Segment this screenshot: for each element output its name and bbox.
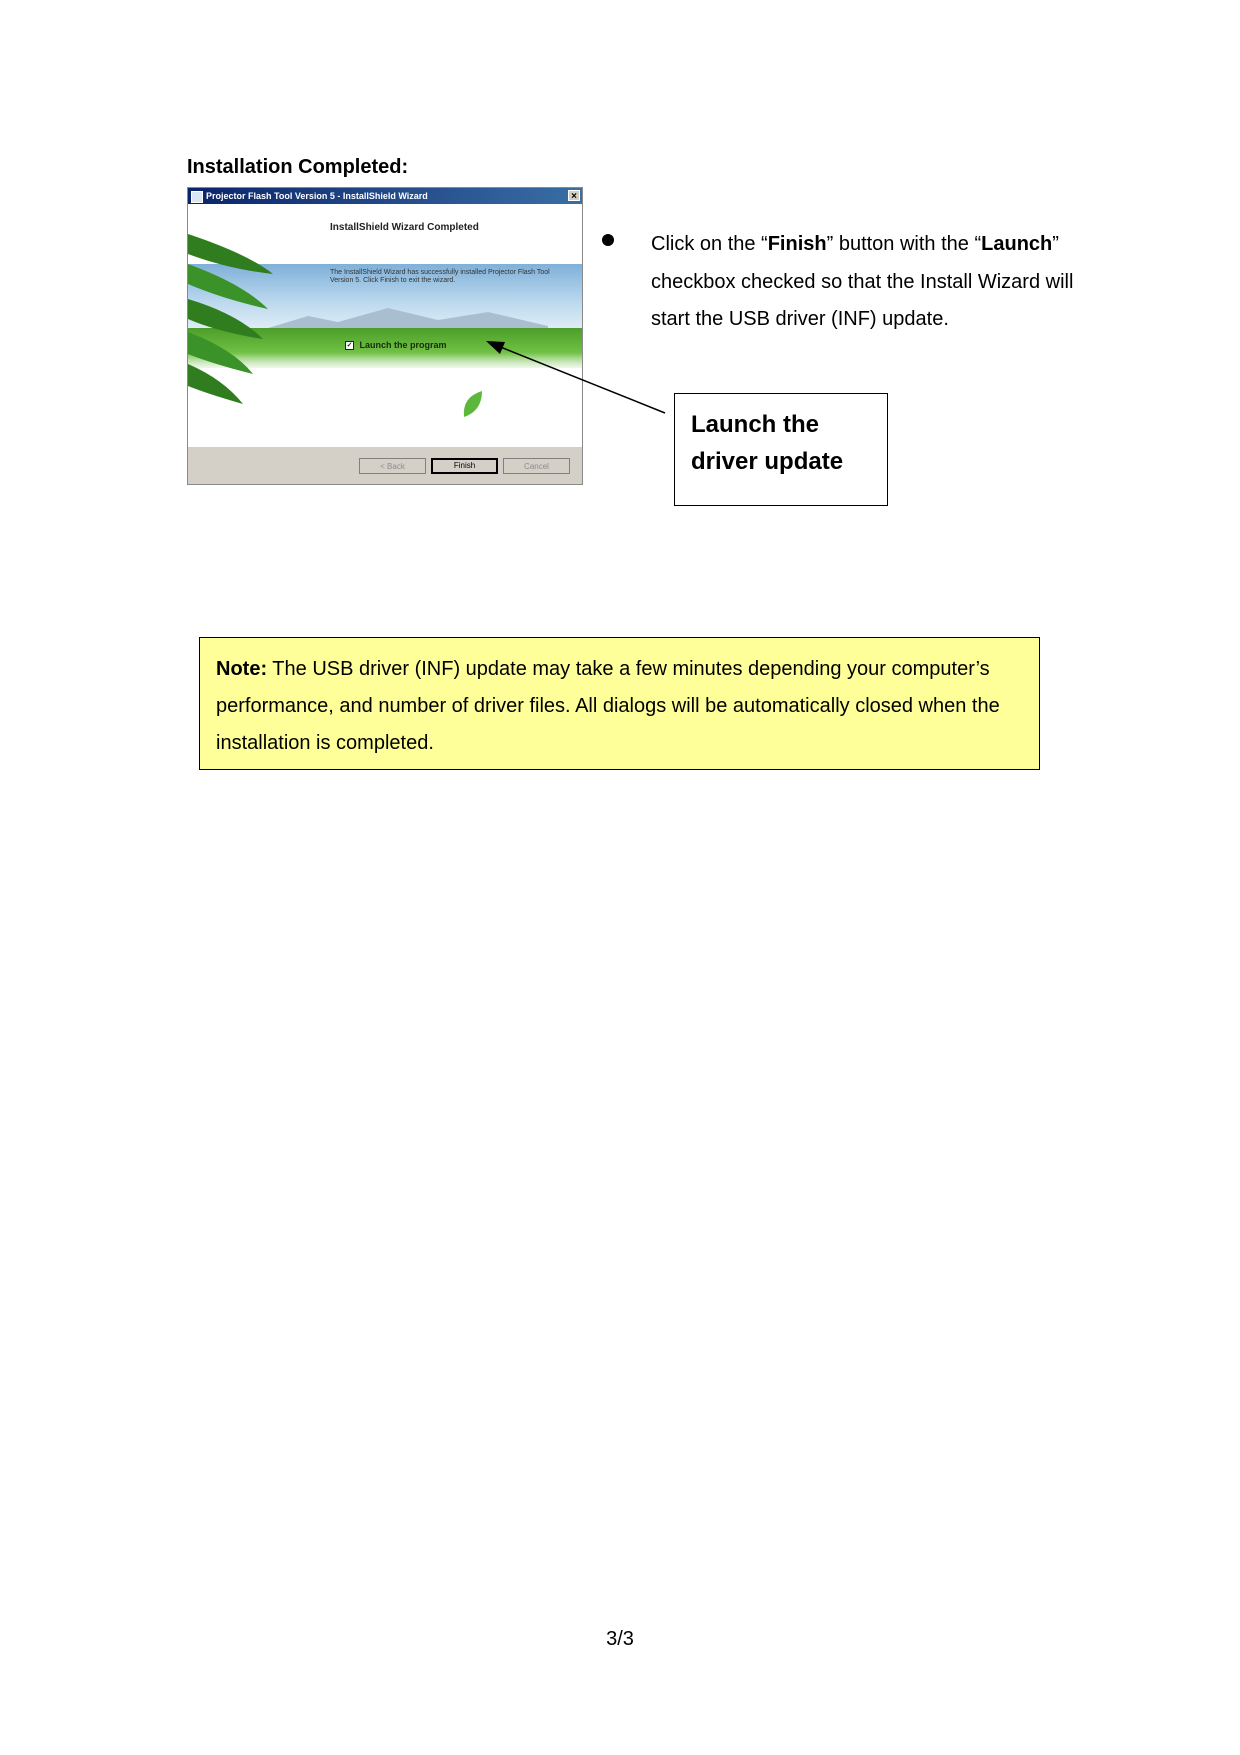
callout-line-2: driver update — [691, 448, 844, 475]
installer-app-icon — [191, 191, 203, 203]
launch-program-option[interactable] — [345, 340, 447, 350]
callout-line-1: Launch the — [691, 411, 820, 438]
close-icon[interactable]: × — [568, 190, 580, 201]
installer-body — [188, 204, 582, 446]
instruction-finish-word: Finish — [767, 233, 827, 255]
launch-checkbox-label: Launch the program — [359, 340, 447, 350]
bullet-point — [602, 234, 614, 246]
wizard-title: InstallShield Wizard Completed — [330, 222, 479, 233]
palm-leaves-graphic — [188, 214, 278, 414]
note-label: Note: — [216, 658, 268, 680]
section-heading: Installation Completed: — [187, 156, 409, 178]
instruction-launch-word: Launch — [981, 233, 1053, 255]
wizard-message: The InstallShield Wizard has successfully installed Projector Flash Tool Version 5. Click Finish to exit the wizard. — [330, 269, 550, 284]
cancel-button[interactable]: Cancel — [503, 458, 570, 474]
page-number: 3/3 — [606, 1628, 634, 1650]
instruction-paragraph — [651, 226, 1081, 339]
launch-checkbox[interactable]: ✓ — [346, 342, 353, 350]
note-text: The USB driver (INF) update may take a few minutes depending your computer’s performance, and number of driver files. All dialogs will be automatically closed when the installation is completed. — [216, 658, 1000, 754]
installer-button-bar — [188, 446, 582, 485]
installer-titlebar — [188, 188, 582, 204]
installer-screenshot — [187, 187, 583, 485]
falling-leaf-graphic — [460, 389, 484, 419]
note-box — [199, 637, 1040, 770]
instruction-text-3: ” checkbox checked so that the Install Wizard will start the USB driver (INF) update. — [651, 233, 1074, 330]
finish-button[interactable]: Finish — [431, 458, 498, 474]
back-button[interactable]: < Back — [359, 458, 426, 474]
instruction-text-1: Click on the “ — [651, 233, 768, 255]
callout-box — [674, 393, 888, 506]
installer-window-title: Projector Flash Tool Version 5 - InstallShield Wizard — [206, 191, 428, 201]
instruction-text-2: ” button with the “ — [826, 233, 982, 255]
